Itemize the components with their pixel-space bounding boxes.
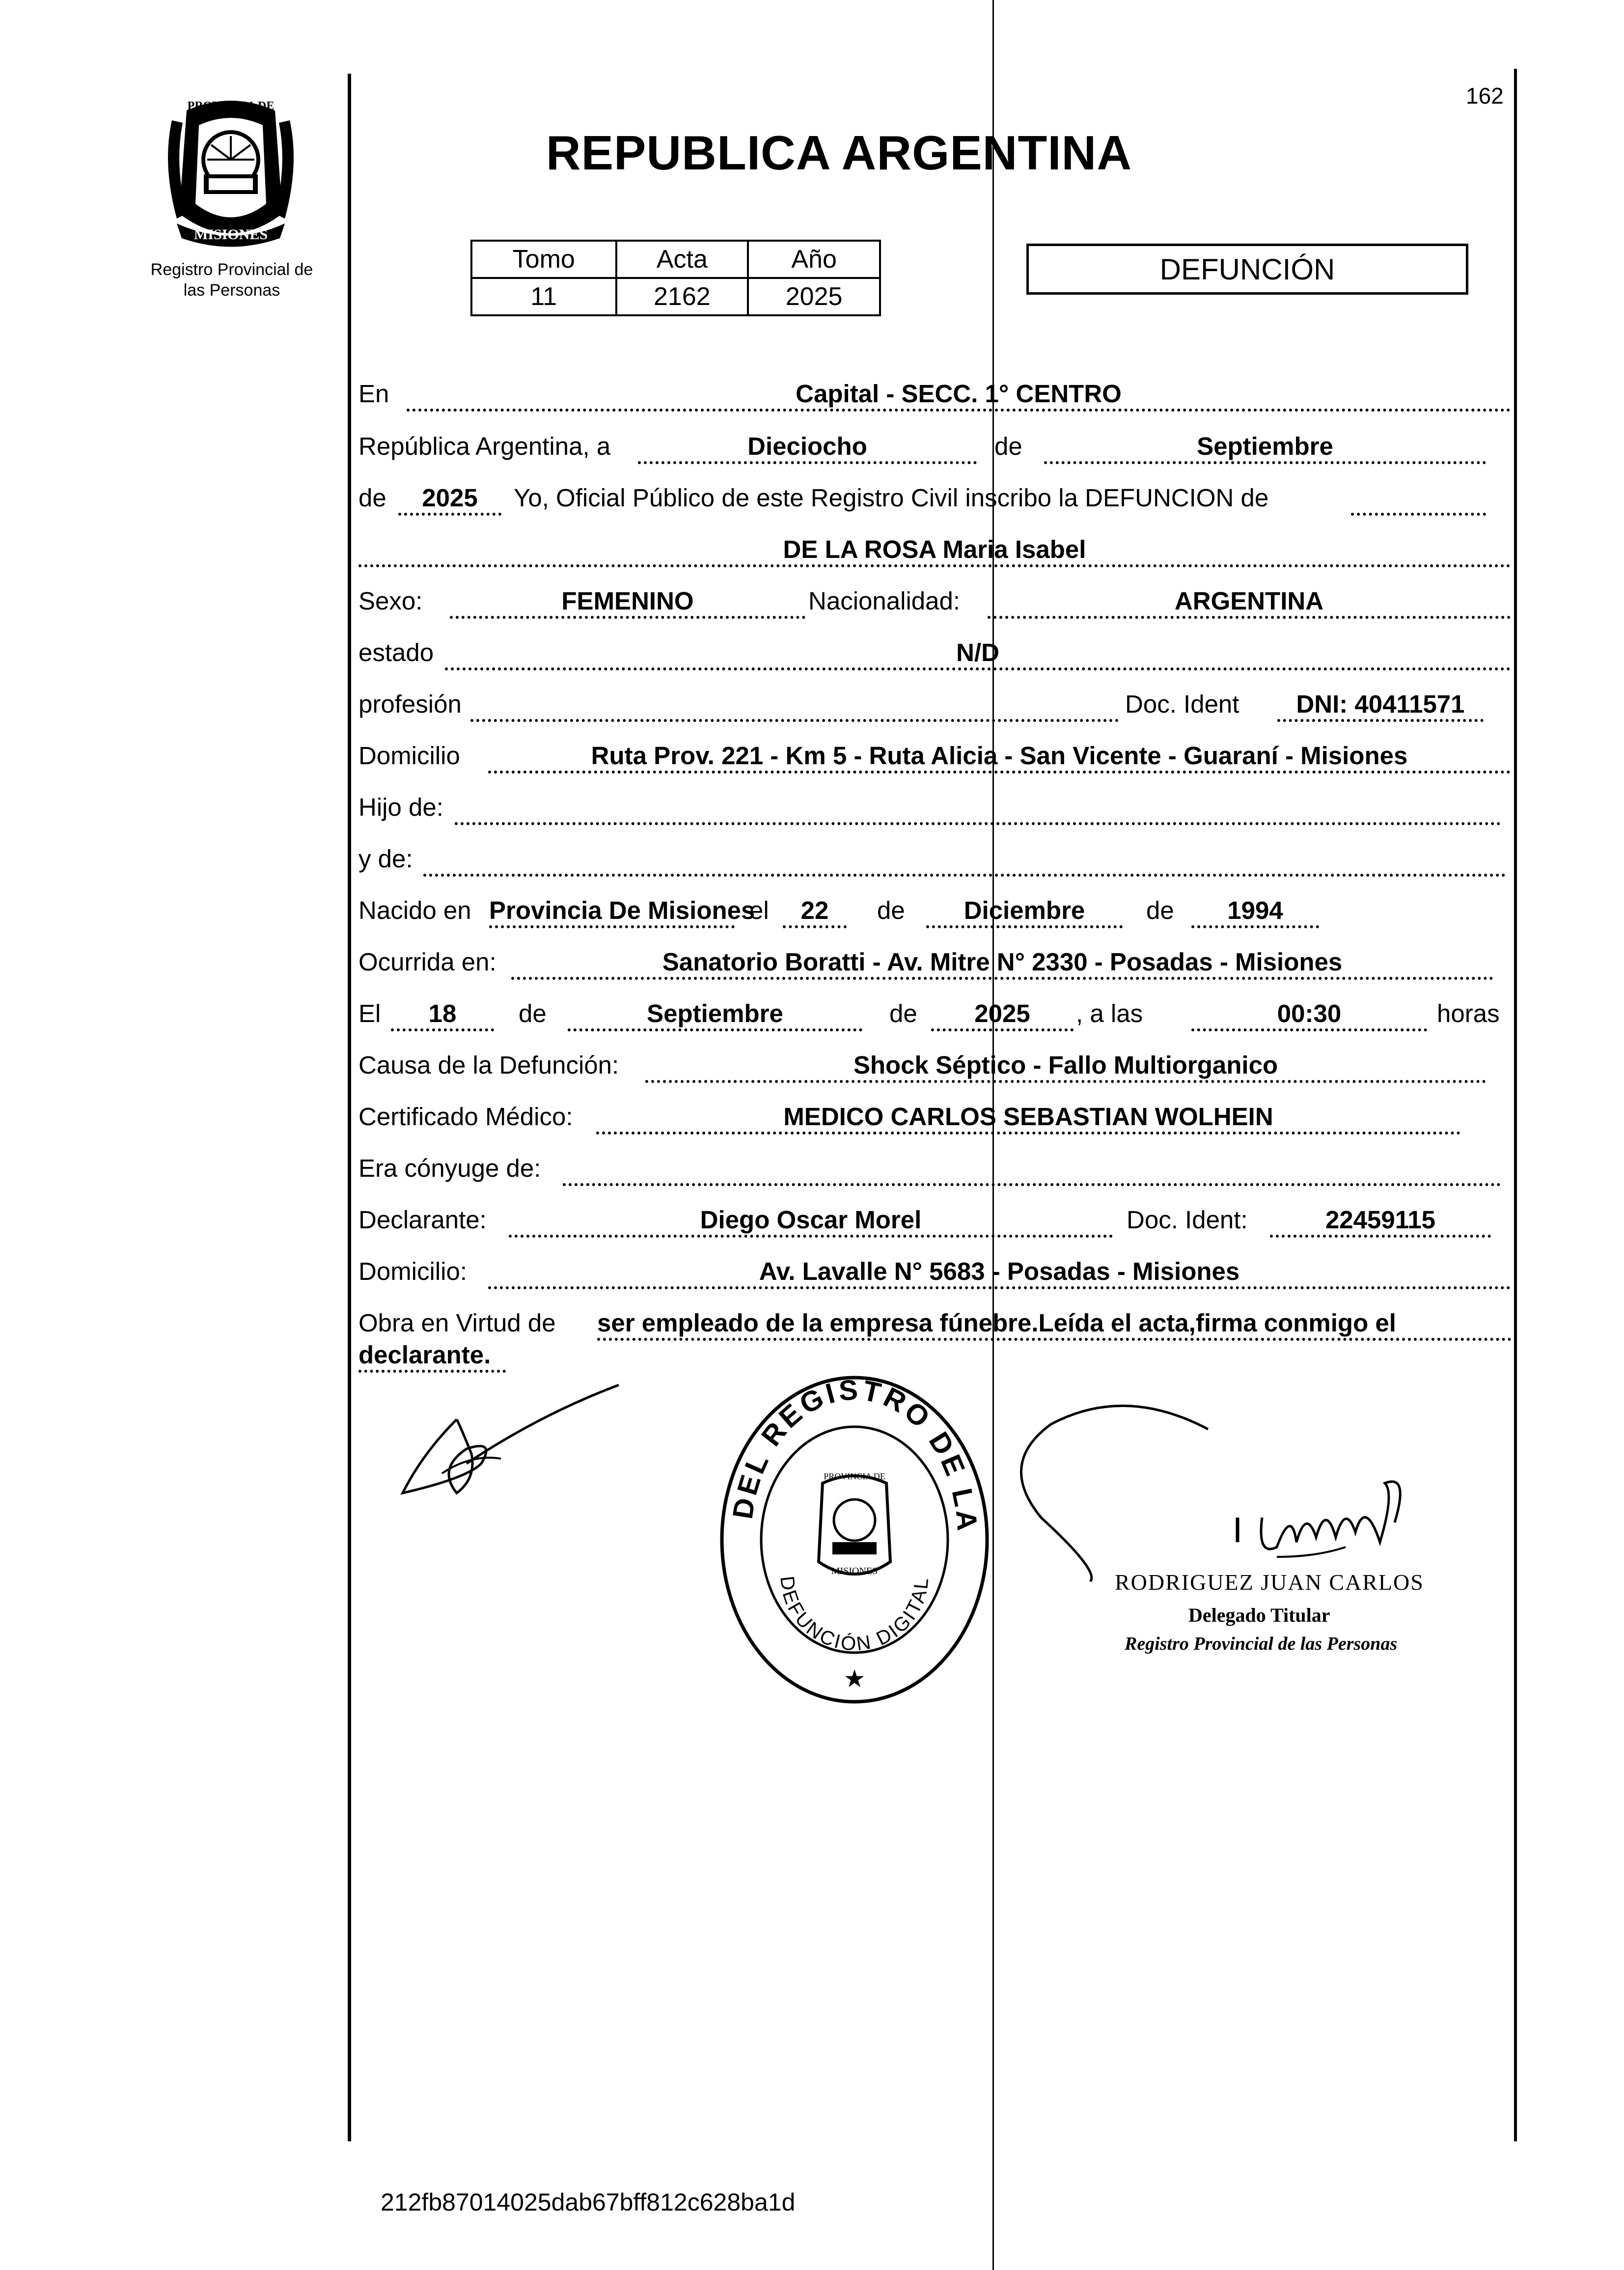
declarante-doc-field bbox=[1270, 1205, 1491, 1238]
hijo-de-label: Hijo de: bbox=[358, 793, 443, 821]
declarante-field bbox=[509, 1205, 1113, 1238]
y-de-field bbox=[423, 844, 1506, 877]
estado-value: N/D bbox=[956, 638, 999, 666]
document-hash: 212fb87014025dab67bff812c628ba1d bbox=[381, 2188, 796, 2216]
estado-label: estado bbox=[358, 638, 434, 666]
row-en bbox=[357, 362, 1512, 412]
seal-inner-text: DEFUNCIÓN DIGITAL bbox=[776, 1575, 933, 1655]
defuncion-de2-label: de bbox=[889, 999, 917, 1027]
doc-ident-field bbox=[1277, 690, 1484, 722]
left-margin-rule bbox=[348, 74, 351, 2141]
nacionalidad-label: Nacionalidad: bbox=[808, 587, 961, 615]
defuncion-el-label: El bbox=[358, 999, 381, 1027]
tomo-header: Tomo bbox=[471, 241, 616, 278]
hora-value: 00:30 bbox=[1277, 999, 1342, 1027]
nacido-anio-field bbox=[1191, 896, 1319, 928]
acta-header: Acta bbox=[616, 241, 748, 278]
hora-field bbox=[1191, 999, 1427, 1031]
nacido-de2-label: de bbox=[1146, 896, 1174, 924]
obra-value-line2: declarante. bbox=[358, 1341, 491, 1369]
logo-bottom-text: MISIONES bbox=[193, 226, 268, 243]
tomo-value: 11 bbox=[471, 278, 616, 315]
registry-name-line2: las Personas bbox=[183, 281, 280, 300]
official-name: RODRIGUEZ JUAN CARLOS bbox=[1115, 1570, 1424, 1595]
seal-emblem-icon bbox=[819, 1471, 890, 1577]
sexo-value: FEMENINO bbox=[561, 587, 694, 615]
nacido-label: Nacido en bbox=[358, 896, 471, 924]
seal-outer-text: DELEGACIÓN DEL REGISTRO DE LAS PERSONAS bbox=[699, 1340, 984, 1535]
seal-center-bottom-text: MISIONES bbox=[831, 1566, 878, 1577]
official-seal bbox=[699, 1340, 997, 1709]
declarante-label: Declarante: bbox=[358, 1206, 487, 1234]
defuncion-mes-value: Septiembre bbox=[647, 999, 783, 1027]
profesion-label: profesión bbox=[358, 690, 462, 718]
declarante-doc-label: Doc. Ident: bbox=[1127, 1206, 1248, 1234]
intro-year-value: 2025 bbox=[422, 484, 478, 512]
official-title: Delegado Titular bbox=[1188, 1604, 1330, 1626]
estado-field bbox=[445, 638, 1511, 670]
logo-top-text: PROVINCIA DE bbox=[187, 100, 275, 112]
y-de-label: y de: bbox=[358, 845, 413, 873]
nacido-mes-field bbox=[926, 896, 1123, 928]
row-fecha-defuncion bbox=[357, 982, 1512, 1031]
conyuge-field bbox=[563, 1154, 1501, 1186]
row-estado bbox=[357, 621, 1512, 670]
doc-ident-label: Doc. Ident bbox=[1125, 690, 1239, 718]
fecha-de-label: de bbox=[994, 432, 1022, 460]
obra-field-line2 bbox=[358, 1340, 506, 1373]
page-number: 162 bbox=[1466, 83, 1504, 109]
intro-text: Yo, Oficial Público de este Registro Civil inscribo la DEFUNCION de bbox=[514, 484, 1269, 512]
intro-trailing-field bbox=[1351, 483, 1486, 516]
row-ocurrida bbox=[357, 931, 1512, 980]
acta-reference-table bbox=[470, 240, 881, 316]
declarante-doc-value: 22459115 bbox=[1325, 1206, 1436, 1234]
nacido-mes-value: Diciembre bbox=[963, 896, 1085, 924]
fecha-month-field bbox=[1044, 432, 1486, 464]
nacido-el-label: el bbox=[749, 896, 769, 924]
seal-star-icon: ★ bbox=[843, 1665, 866, 1692]
declarante-value: Diego Oscar Morel bbox=[700, 1206, 922, 1234]
ocurrida-value: Sanatorio Boratti - Av. Mitre N° 2330 - Posadas - Misiones bbox=[662, 948, 1343, 976]
nombre-field bbox=[358, 535, 1511, 567]
nacido-anio-value: 1994 bbox=[1227, 896, 1283, 924]
domicilio-declarante-value: Av. Lavalle N° 5683 - Posadas - Misiones bbox=[759, 1257, 1240, 1285]
certificado-value: MEDICO CARLOS SEBASTIAN WOLHEIN bbox=[783, 1103, 1273, 1131]
causa-value: Shock Séptico - Fallo Multiorganico bbox=[853, 1051, 1278, 1079]
a-las-label: , a las bbox=[1076, 999, 1143, 1027]
nacido-dia-field bbox=[783, 896, 847, 928]
nacido-lugar-value: Provincia De Misiones bbox=[489, 896, 755, 924]
obra-field-line1 bbox=[597, 1308, 1512, 1341]
obra-value-line1: ser empleado de la empresa fúnebre.Leída el acta,firma conmigo el bbox=[597, 1309, 1396, 1337]
defuncion-anio-field bbox=[931, 999, 1073, 1031]
conyuge-label: Era cónyuge de: bbox=[358, 1154, 541, 1182]
en-field bbox=[407, 379, 1511, 412]
center-fold-line bbox=[992, 0, 994, 2270]
registry-name-line1: Registro Provincial de bbox=[150, 260, 313, 279]
nacido-lugar-field bbox=[489, 896, 755, 928]
row-certificado bbox=[357, 1085, 1512, 1135]
profesion-field bbox=[470, 690, 1119, 722]
acta-value: 2162 bbox=[616, 278, 748, 315]
en-value: Capital - SECC. 1° CENTRO bbox=[796, 380, 1122, 408]
nacido-de-label: de bbox=[877, 896, 905, 924]
seal-center-top-text: PROVINCIA DE bbox=[824, 1471, 885, 1481]
domicilio-label: Domicilio bbox=[358, 742, 460, 770]
defuncion-de-label: de bbox=[519, 999, 547, 1027]
row-domicilio-declarante bbox=[357, 1240, 1512, 1289]
row-intro bbox=[357, 467, 1512, 516]
registry-name bbox=[129, 259, 335, 301]
row-hijo-de bbox=[357, 776, 1512, 825]
nombre-value: DE LA ROSA Maria Isabel bbox=[783, 535, 1086, 563]
doc-ident-value: DNI: 40411571 bbox=[1296, 690, 1465, 718]
sexo-label: Sexo: bbox=[358, 587, 423, 615]
domicilio-value: Ruta Prov. 221 - Km 5 - Ruta Alicia - San Vicente - Guaraní - Misiones bbox=[591, 742, 1408, 770]
domicilio-declarante-label: Domicilio: bbox=[358, 1257, 468, 1285]
row-causa bbox=[357, 1034, 1512, 1083]
horas-label: horas bbox=[1437, 999, 1500, 1027]
nacionalidad-field bbox=[988, 586, 1511, 619]
ocurrida-label: Ocurrida en: bbox=[358, 948, 496, 976]
intro-de-label: de bbox=[358, 484, 386, 512]
row-conyuge bbox=[357, 1137, 1512, 1186]
country-title: REPUBLICA ARGENTINA bbox=[546, 126, 1132, 180]
defuncion-dia-value: 18 bbox=[428, 999, 457, 1027]
defuncion-anio-value: 2025 bbox=[974, 999, 1030, 1027]
declarant-signature bbox=[393, 1380, 629, 1518]
ocurrida-field bbox=[511, 947, 1493, 980]
sexo-field bbox=[450, 586, 805, 619]
anio-value: 2025 bbox=[748, 278, 880, 315]
certificado-label: Certificado Médico: bbox=[358, 1103, 573, 1131]
domicilio-declarante-field bbox=[488, 1257, 1511, 1289]
row-y-de bbox=[357, 828, 1512, 877]
fecha-month-value: Septiembre bbox=[1197, 432, 1333, 460]
causa-field bbox=[645, 1051, 1486, 1083]
en-label: En bbox=[358, 380, 389, 408]
row-nombre bbox=[357, 518, 1512, 567]
svg-text:DEFUNCIÓN DIGITAL bbox=[776, 1575, 933, 1655]
fecha-day-field bbox=[638, 432, 977, 464]
fecha-day-value: Dieciocho bbox=[747, 432, 867, 460]
domicilio-field bbox=[488, 741, 1511, 774]
right-margin-rule bbox=[1514, 69, 1517, 2141]
row-domicilio bbox=[357, 724, 1512, 774]
row-profesion bbox=[357, 673, 1512, 722]
hijo-de-field bbox=[455, 793, 1501, 825]
defuncion-dia-field bbox=[391, 999, 494, 1031]
row-declarante bbox=[357, 1189, 1512, 1238]
row-nacido bbox=[357, 879, 1512, 928]
anio-header: Año bbox=[748, 241, 880, 278]
act-type-box: DEFUNCIÓN bbox=[1026, 244, 1468, 295]
row-sexo bbox=[357, 570, 1512, 619]
row-fecha bbox=[357, 415, 1512, 464]
defuncion-mes-field bbox=[568, 999, 862, 1031]
intro-year-field bbox=[398, 483, 501, 516]
causa-label: Causa de la Defunción: bbox=[358, 1051, 619, 1079]
official-office: Registro Provincial de las Personas bbox=[1125, 1633, 1398, 1654]
nacido-dia-value: 22 bbox=[800, 896, 829, 924]
obra-label: Obra en Virtud de bbox=[358, 1309, 556, 1337]
certificado-field bbox=[596, 1102, 1460, 1135]
fecha-label: República Argentina, a bbox=[358, 432, 611, 460]
nacionalidad-value: ARGENTINA bbox=[1174, 587, 1324, 615]
row-obra bbox=[357, 1292, 1512, 1370]
